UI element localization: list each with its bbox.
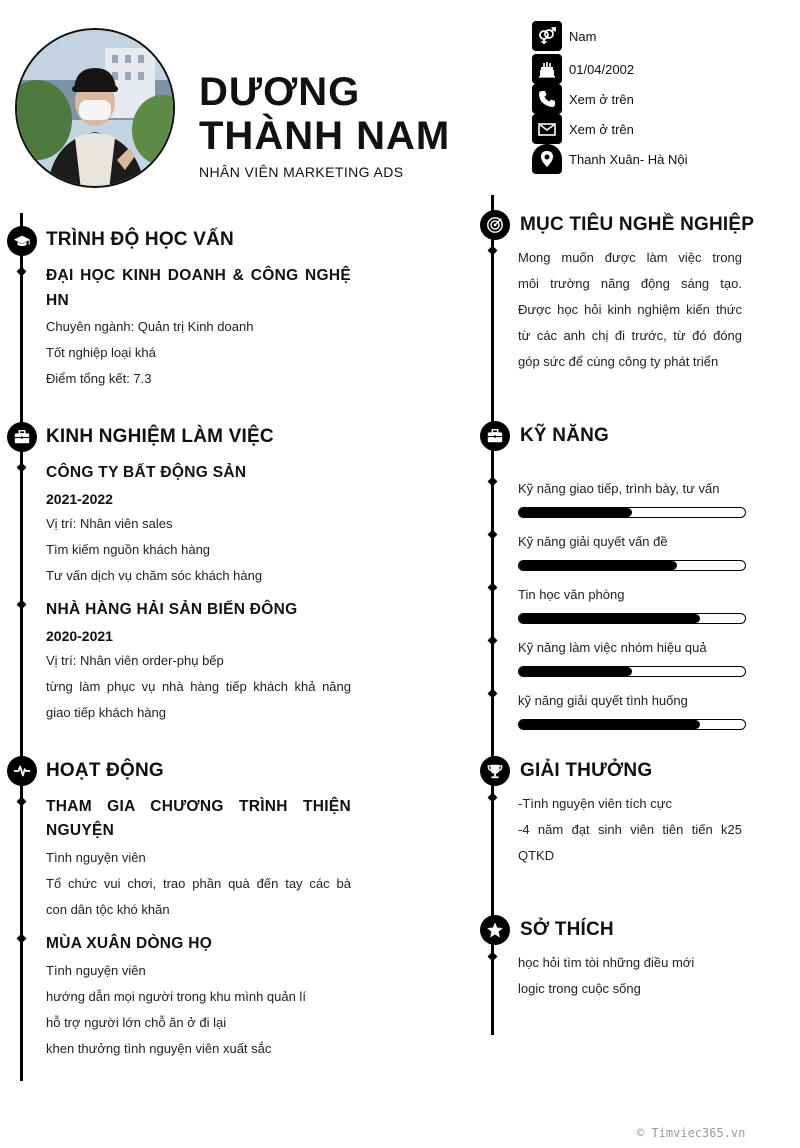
graduation-cap-icon bbox=[7, 226, 37, 256]
profile-photo bbox=[15, 28, 175, 188]
hobby-item: học hỏi tìm tòi những điều mới bbox=[518, 955, 695, 970]
skill-label: Kỹ năng làm việc nhóm hiệu quả bbox=[518, 640, 707, 655]
award-item: QTKD bbox=[518, 848, 555, 863]
job-detail: từng làm phục vụ nhà hàng tiếp khách khả năng bbox=[46, 679, 351, 694]
job-period: 2021-2022 bbox=[46, 491, 113, 507]
timeline-marker bbox=[488, 583, 498, 593]
timeline-marker bbox=[488, 793, 498, 803]
contact-address bbox=[532, 144, 772, 174]
left-timeline bbox=[20, 213, 23, 1081]
contact-gender bbox=[532, 21, 772, 51]
skill-bar-fill bbox=[519, 561, 677, 570]
job-detail: Tư vấn dịch vụ chăm sóc khách hàng bbox=[46, 568, 263, 583]
activity-detail: Tổ chức vui chơi, trao phần quà đến tay các bà bbox=[46, 876, 351, 891]
person-photo-illustration bbox=[17, 30, 175, 188]
awards-section-title: GIẢI THƯỞNG bbox=[520, 760, 653, 781]
briefcase-icon bbox=[7, 422, 37, 452]
phone-value: Xem ở trên bbox=[569, 91, 634, 107]
timeline-marker bbox=[488, 477, 498, 487]
job-title: NHÂN VIÊN MARKETING ADS bbox=[199, 164, 404, 180]
objective-text: môi trường năng động sáng tạo. bbox=[518, 276, 742, 291]
contact-birthday bbox=[532, 54, 772, 84]
objective-text: từ các anh chị đi trước, từ đó đóng bbox=[518, 328, 742, 343]
job-detail: Tìm kiếm nguồn khách hàng bbox=[46, 542, 211, 557]
activity-pulse-icon bbox=[7, 756, 37, 786]
activity-detail: Tình nguyện viên bbox=[46, 850, 146, 865]
objective-text: Mong muốn được làm việc trong bbox=[518, 250, 742, 265]
education-section-title: TRÌNH ĐỘ HỌC VẤN bbox=[46, 229, 234, 250]
timeline-marker bbox=[488, 952, 498, 962]
activities-section-title: HOẠT ĐỘNG bbox=[46, 760, 164, 781]
full-name bbox=[199, 70, 450, 158]
education-detail: Điểm tổng kết: 7.3 bbox=[46, 371, 152, 386]
skill-bar-fill bbox=[519, 508, 632, 517]
timeline-marker bbox=[17, 463, 27, 473]
skill-bar bbox=[518, 507, 746, 518]
email-value: Xem ở trên bbox=[569, 121, 634, 137]
skill-bar bbox=[518, 560, 746, 571]
school-name-line-2: HN bbox=[46, 292, 69, 309]
address-value: Thanh Xuân- Hà Nội bbox=[569, 151, 688, 167]
job-detail: Vị trí: Nhân viên order-phụ bếp bbox=[46, 653, 224, 668]
skill-label: kỹ năng giải quyết tình huống bbox=[518, 693, 688, 708]
hobbies-section-title: SỞ THÍCH bbox=[520, 919, 614, 940]
contact-phone bbox=[532, 84, 772, 114]
name-line-2: THÀNH NAM bbox=[199, 114, 451, 158]
birthday-value: 01/04/2002 bbox=[569, 61, 635, 77]
target-icon bbox=[480, 210, 510, 240]
activity-name-line-2: NGUYỆN bbox=[46, 822, 115, 839]
skill-label: Kỹ năng giải quyết vấn đề bbox=[518, 534, 668, 549]
timeline-marker bbox=[488, 246, 498, 256]
right-timeline bbox=[491, 195, 494, 1035]
name-line-1: DƯƠNG bbox=[199, 70, 361, 114]
skill-bar-fill bbox=[519, 720, 700, 729]
timeline-marker bbox=[17, 600, 27, 610]
skills-section-title: KỸ NĂNG bbox=[520, 425, 610, 446]
job-period: 2020-2021 bbox=[46, 628, 113, 644]
birthday-cake-icon bbox=[532, 54, 562, 84]
company-name: CÔNG TY BẤT ĐỘNG SẢN bbox=[46, 464, 247, 481]
phone-icon bbox=[532, 84, 562, 114]
skill-label: Tin học văn phòng bbox=[518, 587, 625, 602]
activity-detail: khen thưởng tình nguyện viên xuất sắc bbox=[46, 1041, 272, 1056]
contact-email bbox=[532, 114, 772, 144]
timeline-marker bbox=[488, 636, 498, 646]
education-detail: Tốt nghiệp loại khá bbox=[46, 345, 156, 360]
skill-bar bbox=[518, 666, 746, 677]
school-name-line-1: ĐẠI HỌC KINH DOANH & CÔNG NGHỆ bbox=[46, 267, 351, 284]
activity-detail: Tình nguyện viên bbox=[46, 963, 146, 978]
timeline-marker bbox=[488, 689, 498, 699]
activity-detail: con dân tộc khó khăn bbox=[46, 902, 170, 917]
skill-bar-fill bbox=[519, 667, 632, 676]
award-item: -Tình nguyện viên tích cực bbox=[518, 796, 672, 811]
timeline-marker bbox=[17, 934, 27, 944]
location-pin-icon bbox=[532, 144, 562, 174]
timeline-marker bbox=[17, 267, 27, 277]
timeline-marker bbox=[488, 530, 498, 540]
education-detail: Chuyên ngành: Quản trị Kinh doanh bbox=[46, 319, 254, 334]
activity-detail: hỗ trợ người lớn chỗ ăn ở đi lại bbox=[46, 1015, 227, 1030]
briefcase-icon bbox=[480, 421, 510, 451]
job-detail: Vị trí: Nhân viên sales bbox=[46, 516, 173, 531]
hobby-item: logic trong cuộc sống bbox=[518, 981, 641, 996]
activity-name-line-1: THAM GIA CHƯƠNG TRÌNH THIỆN bbox=[46, 798, 351, 815]
skill-bar bbox=[518, 719, 746, 730]
skill-bar-fill bbox=[519, 614, 700, 623]
watermark: © Timviec365.vn bbox=[637, 1126, 746, 1140]
job-detail: giao tiếp khách hàng bbox=[46, 705, 166, 720]
objective-text: Được học hỏi kinh nghiệm kiến thức bbox=[518, 302, 742, 317]
envelope-icon bbox=[532, 114, 562, 144]
timeline-marker bbox=[17, 797, 27, 807]
award-item: -4 năm đạt sinh viên tiên tiến k25 bbox=[518, 822, 742, 837]
company-name: NHÀ HÀNG HẢI SẢN BIỂN ĐÔNG bbox=[46, 601, 298, 618]
experience-section-title: KINH NGHIỆM LÀM VIỆC bbox=[46, 426, 274, 447]
skill-label: Kỹ năng giao tiếp, trình bày, tư vấn bbox=[518, 481, 720, 496]
trophy-icon bbox=[480, 756, 510, 786]
skill-bar bbox=[518, 613, 746, 624]
gender-icon bbox=[532, 21, 562, 51]
gender-value: Nam bbox=[569, 28, 597, 44]
objective-text: góp sức để cùng công ty phát triển bbox=[518, 354, 719, 369]
objective-section-title: MỤC TIÊU NGHỀ NGHIỆP bbox=[520, 214, 755, 235]
activity-name: MÙA XUÂN DÒNG HỌ bbox=[46, 935, 213, 952]
star-icon bbox=[480, 915, 510, 945]
activity-detail: hướng dẫn mọi người trong khu mình quản lí bbox=[46, 989, 306, 1004]
